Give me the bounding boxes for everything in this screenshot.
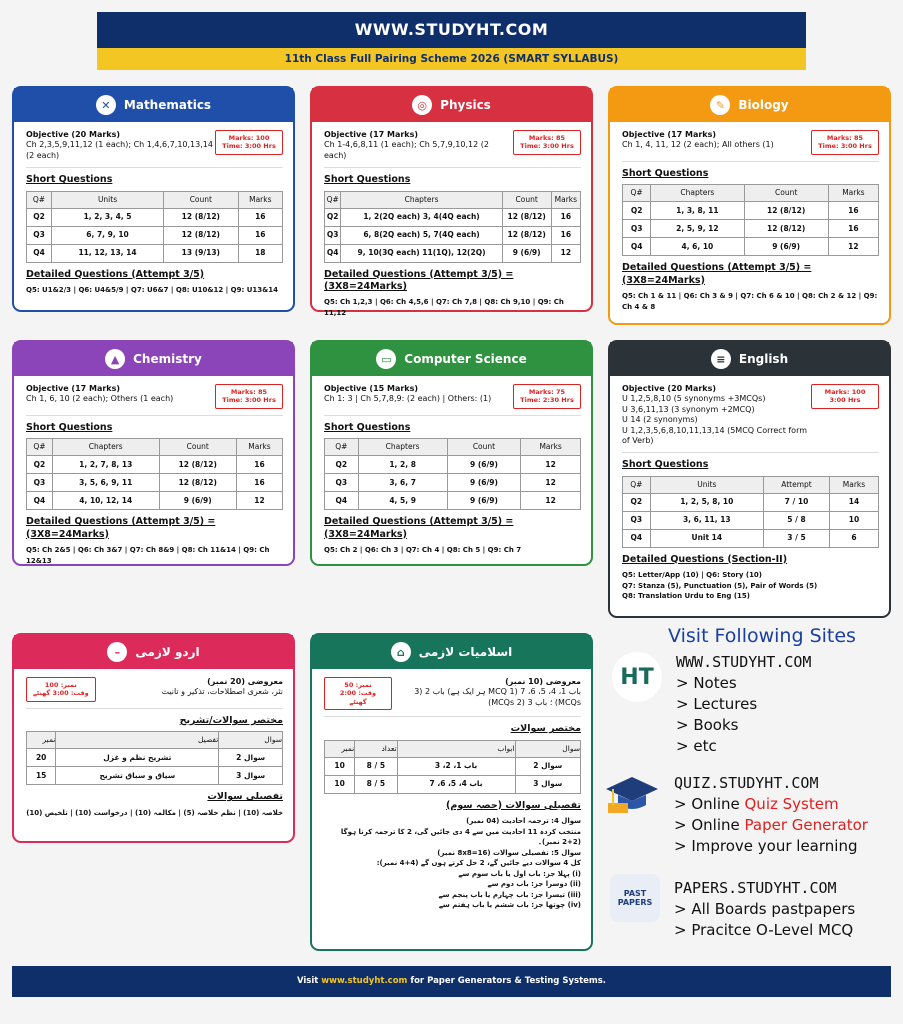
detail-text: Q5: U1&2/3 | Q6: U4&5/9 | Q7: U6&7 | Q8: U10&12 | Q9: U13&14	[26, 285, 278, 294]
detailed-questions-title: تفصیلی سوالات	[207, 791, 283, 803]
card-title: اردو لازمی	[135, 645, 200, 659]
table-row	[325, 208, 581, 226]
table-header-cell: سوال	[219, 732, 283, 749]
table-header-cell: Marks	[238, 191, 282, 208]
detail-text: Q5: Ch 1 & 11 | Q6: Ch 3 & 9 | Q7: Ch 6 & 10 | Q8: Ch 2 & 12 | Q9: Ch 4 & 8	[622, 292, 878, 311]
studyht-logo-icon: HT	[612, 652, 662, 702]
table-cell: 1, 2, 5, 8, 10	[650, 493, 763, 511]
card-math	[12, 86, 295, 312]
table-cell: Q3	[325, 474, 359, 492]
table-cell: باب 1، 2، 3	[397, 757, 515, 775]
table-cell: Q3	[27, 474, 53, 492]
table-header-cell: Units	[650, 476, 763, 493]
footer-bar: Visit www.studyht.com for Paper Generators & Testing Systems.	[12, 966, 891, 997]
site-item: > Books	[676, 716, 739, 734]
detailed-questions-title: تفصیلی سوالات (حصہ سوم)	[446, 799, 581, 811]
detail-line: Q7: Stanza (5), Punctuation (5), Pair of Words (5)	[622, 581, 818, 590]
table-cell: 12 (8/12)	[744, 202, 828, 220]
table-header-cell: Q#	[623, 476, 651, 493]
table-cell: Q2	[27, 456, 53, 474]
table-cell: 3, 5, 6, 9, 11	[52, 474, 159, 492]
site-item: > Pracitce O-Level MCQ	[674, 921, 854, 939]
monitor-icon: ▭	[376, 349, 396, 369]
table-cell: 16	[828, 220, 878, 238]
table-row	[623, 493, 879, 511]
objective-row	[622, 384, 879, 453]
table-cell: Q2	[325, 456, 359, 474]
card-body	[610, 376, 889, 608]
table-header-row	[27, 732, 283, 749]
header-banner	[97, 12, 806, 70]
table-header-cell: Attempt	[764, 476, 830, 493]
card-header	[312, 635, 591, 669]
table-cell: 12	[521, 456, 581, 474]
questions-table	[26, 731, 283, 785]
card-body	[312, 376, 591, 562]
card-body	[610, 122, 889, 318]
table-cell: 1, 2, 8	[358, 456, 447, 474]
objective-title: Objective (15 Marks)	[324, 384, 419, 393]
table-cell: Q2	[325, 208, 341, 226]
card-title: Chemistry	[133, 352, 202, 366]
table-cell: 9 (6/9)	[502, 244, 551, 262]
objective-text: Ch 1: 3 | Ch 5,7,8,9: (2 each) | Others: (1)	[324, 394, 492, 404]
objective-title: معروضی (20 نمبر)	[207, 677, 283, 686]
objective-title: Objective (20 Marks)	[622, 384, 717, 393]
table-header-cell: سوال	[515, 740, 580, 757]
table-cell: 15	[27, 767, 56, 785]
table-cell: سیاق و سباق تشریح	[56, 767, 219, 785]
detailed-questions-title: Detailed Questions (Attempt 3/5)	[26, 268, 205, 280]
objective-line: U 1,2,5,8,10 (5 synonyms +3MCQs)	[622, 394, 766, 404]
table-cell: 3, 6, 7	[358, 474, 447, 492]
table-header-cell: Chapters	[341, 191, 502, 208]
detail-line: سوال 4: ترجمہ احادیث (04 نمبر)	[466, 817, 581, 825]
table-header-cell: Chapters	[358, 439, 447, 456]
table-header-cell: Q#	[325, 191, 341, 208]
table-cell: Q4	[325, 492, 359, 510]
table-cell: 16	[828, 202, 878, 220]
table-row	[27, 244, 283, 262]
site-item: > Lectures	[676, 695, 758, 713]
card-header	[14, 635, 293, 669]
card-title: اسلامیات لازمی	[418, 645, 513, 659]
objective-text: Ch 1, 4, 11, 12 (2 each); All others (1)	[622, 140, 774, 150]
objective-text: نثر، شعری اصطلاحات، تذکیر و تانیث	[161, 687, 283, 697]
table-cell: Q4	[325, 244, 341, 262]
detail-text: Q5: Ch 2&5 | Q6: Ch 3&7 | Q7: Ch 8&9 | Q8: Ch 11&14 | Q9: Ch 12&13	[26, 546, 270, 565]
table-cell: 12 (8/12)	[164, 226, 239, 244]
short-questions-title: Short Questions	[324, 422, 411, 433]
table-row	[623, 238, 879, 256]
calculator-icon: ✕	[96, 95, 116, 115]
table-header-cell: Count	[447, 439, 521, 456]
site-domain[interactable]: QUIZ.STUDYHT.COM	[674, 774, 819, 792]
table-cell: 12 (8/12)	[744, 220, 828, 238]
card-body	[14, 122, 293, 301]
objective-line: U 3,6,11,13 (3 synonym +2MCQ)	[622, 404, 755, 414]
table-cell: 1, 2(2Q each) 3, 4(4Q each)	[341, 208, 502, 226]
questions-table	[324, 191, 581, 263]
table-cell: تشریح نظم و غزل	[56, 749, 219, 767]
card-body	[14, 669, 293, 824]
detailed-questions-title: Detailed Questions (Attempt 3/5) = (3X8=24Marks)	[324, 268, 514, 292]
table-cell: Q2	[623, 493, 651, 511]
site-item: > Online Quiz System	[674, 795, 839, 813]
questions-table	[26, 191, 283, 263]
table-header-row	[325, 439, 581, 456]
table-header-row	[623, 476, 879, 493]
table-cell: 1, 2, 3, 4, 5	[51, 208, 163, 226]
marks-badge: Marks: 100 3:00 Hrs	[811, 384, 879, 409]
marks-badge: نمبر: 100 وقت: 3:00 گھنٹے	[26, 677, 96, 702]
marks-badge: Marks: 85 Time: 3:00 Hrs	[215, 384, 283, 409]
table-cell: 9 (6/9)	[447, 492, 521, 510]
detail-line: (iii) تیسرا جز: باب چہارم یا باب پنجم سے	[438, 890, 581, 899]
card-chemistry	[12, 340, 295, 566]
detail-text: Q5: Ch 1,2,3 | Q6: Ch 4,5,6 | Q7: Ch 7,8 | Q8: Ch 9,10 | Q9: Ch 11,12	[324, 298, 564, 317]
table-row	[325, 226, 581, 244]
site-item: > All Boards pastpapers	[674, 900, 856, 918]
site-domain[interactable]: PAPERS.STUDYHT.COM	[674, 879, 837, 897]
sites-panel	[612, 625, 897, 647]
card-body	[312, 122, 591, 324]
atom-icon: ◎	[412, 95, 432, 115]
table-cell: 12	[236, 492, 282, 510]
card-english	[608, 340, 891, 618]
card-physics	[310, 86, 593, 317]
table-cell: 13 (9/13)	[164, 244, 239, 262]
table-cell: 12 (8/12)	[159, 474, 236, 492]
leaf-icon: ✎	[710, 95, 730, 115]
table-row	[325, 244, 581, 262]
past-papers-icon: PAST PAPERS	[610, 874, 660, 922]
card-body	[14, 376, 293, 572]
table-header-cell: Chapters	[651, 185, 744, 202]
table-cell: Q4	[623, 529, 651, 547]
table-header-cell: Count	[502, 191, 551, 208]
short-questions-title: Short Questions	[26, 422, 113, 433]
home-icon: ⌂	[391, 642, 411, 662]
site-studyht[interactable]	[676, 652, 811, 757]
table-cell: 16	[236, 474, 282, 492]
table-header-row	[27, 191, 283, 208]
objective-text: Ch 1, 6, 10 (2 each); Others (1 each)	[26, 394, 174, 404]
table-header-cell: Marks	[829, 476, 878, 493]
detail-line: Q5: Letter/App (10) | Q6: Story (10)	[622, 571, 763, 580]
table-cell: 9 (6/9)	[447, 474, 521, 492]
table-cell: Q4	[27, 244, 52, 262]
card-biology	[608, 86, 891, 325]
table-header-cell: Count	[164, 191, 239, 208]
short-questions-title: Short Questions	[26, 174, 113, 186]
objective-row	[622, 130, 879, 162]
marks-badge: نمبر: 50 وقت: 2:00 گھنٹے	[324, 677, 392, 710]
objective-row	[324, 384, 581, 416]
table-cell: 9, 10(3Q each) 11(1Q), 12(2Q)	[341, 244, 502, 262]
table-cell: 12 (8/12)	[502, 226, 551, 244]
card-header	[312, 88, 591, 122]
table-cell: Q3	[27, 226, 52, 244]
table-cell: 5 / 8	[764, 511, 830, 529]
table-cell: 5 / 8	[355, 757, 397, 775]
table-cell: Q4	[623, 238, 651, 256]
table-row	[27, 749, 283, 767]
objective-title: معروضی (10 نمبر)	[505, 677, 581, 686]
flask-icon: ▲	[105, 349, 125, 369]
minus-circle-icon: –	[107, 642, 127, 662]
card-urdu	[12, 633, 295, 843]
table-cell: 3, 6, 11, 13	[650, 511, 763, 529]
table-header-cell: تعداد	[355, 740, 397, 757]
table-cell: 10	[829, 511, 878, 529]
table-header-cell: تفصیل	[56, 732, 219, 749]
table-cell: 4, 5, 9	[358, 492, 447, 510]
card-body	[312, 669, 591, 917]
detailed-questions-title: Detailed Questions (Attempt 3/5) = (3X8=24Marks)	[26, 516, 216, 540]
table-cell: 9 (6/9)	[744, 238, 828, 256]
table-row	[623, 511, 879, 529]
card-header	[610, 88, 889, 122]
table-header-cell: Q#	[325, 439, 359, 456]
table-cell: Q3	[623, 511, 651, 529]
page-subtitle: 11th Class Full Pairing Scheme 2026 (SMART SYLLABUS)	[97, 48, 806, 70]
table-cell: 14	[829, 493, 878, 511]
objective-row	[324, 130, 581, 168]
detail-line: (ii) دوسرا جز: باب دوم سے	[487, 880, 581, 888]
table-cell: 16	[236, 456, 282, 474]
site-item: > Improve your learning	[674, 837, 858, 855]
card-title: Computer Science	[404, 352, 527, 366]
table-cell: 4, 10, 12, 14	[52, 492, 159, 510]
table-cell: 4, 6, 10	[651, 238, 744, 256]
short-questions-title: Short Questions	[324, 174, 411, 186]
table-cell: Q2	[27, 208, 52, 226]
table-row	[325, 474, 581, 492]
table-cell: Q2	[623, 202, 651, 220]
table-header-cell: Marks	[551, 191, 580, 208]
detail-text: Q5: Ch 2 | Q6: Ch 3 | Q7: Ch 4 | Q8: Ch 5 | Q9: Ch 7	[324, 546, 522, 555]
table-header-cell: Q#	[27, 191, 52, 208]
table-cell: 12 (8/12)	[502, 208, 551, 226]
table-row	[623, 220, 879, 238]
table-header-row	[325, 740, 581, 757]
table-header-row	[325, 191, 581, 208]
table-row	[27, 226, 283, 244]
marks-badge: Marks: 85 Time: 3:00 Hrs	[513, 130, 581, 155]
table-cell: 10	[325, 757, 355, 775]
marks-badge: Marks: 100 Time: 3:00 Hrs	[215, 130, 283, 155]
card-title: English	[738, 352, 789, 366]
objective-title: Objective (17 Marks)	[622, 130, 717, 139]
detail-line: (iv) چوتھا جز: باب ششم یا باب ہفتم سے	[438, 901, 581, 909]
questions-table	[324, 438, 581, 510]
footer-link[interactable]: www.studyht.com	[321, 976, 408, 986]
table-header-cell: نمبر	[27, 732, 56, 749]
table-header-cell: نمبر	[325, 740, 355, 757]
table-header-cell: Marks	[828, 185, 878, 202]
table-cell: 9 (6/9)	[447, 456, 521, 474]
document-icon: ≡	[711, 349, 731, 369]
table-header-cell: Count	[159, 439, 236, 456]
detailed-questions-title: Detailed Questions (Attempt 3/5) = (3X8=24Marks)	[324, 516, 514, 540]
table-cell: 18	[238, 244, 282, 262]
card-header	[610, 342, 889, 376]
table-cell: 2, 5, 9, 12	[651, 220, 744, 238]
table-cell: 12 (8/12)	[159, 456, 236, 474]
card-title: Mathematics	[123, 98, 212, 112]
table-cell: 11, 12, 13, 14	[51, 244, 163, 262]
objective-text: Ch 1-4,6,8,11 (1 each); Ch 5,7,9,10,12 (2 each)	[324, 140, 489, 160]
table-header-cell: Units	[51, 191, 163, 208]
table-header-row	[623, 185, 879, 202]
site-quiz[interactable]	[674, 773, 868, 857]
short-questions-title: مختصر سوالات/تشریح	[179, 715, 283, 726]
table-cell: 16	[238, 226, 282, 244]
table-cell: 9 (6/9)	[159, 492, 236, 510]
table-header-cell: Count	[744, 185, 828, 202]
detailed-questions-title: Detailed Questions (Section-II)	[622, 553, 788, 565]
table-cell: Q4	[27, 492, 53, 510]
table-cell: سوال 3	[515, 775, 580, 793]
table-header-cell: Chapters	[52, 439, 159, 456]
table-cell: 6	[829, 529, 878, 547]
marks-badge: Marks: 75 Time: 2:30 Hrs	[513, 384, 581, 409]
card-title: Physics	[440, 98, 491, 112]
table-cell: Q3	[325, 226, 341, 244]
table-cell: 3 / 5	[764, 529, 830, 547]
objective-text: باب 1، 4، 5، 6، 7 (1 MCQ ہر ایک ہے) باب 2 (3 MCQs) ؛ باب 3 (2 MCQs)	[414, 687, 581, 707]
table-cell: 20	[27, 749, 56, 767]
sites-title: Visit Following Sites	[668, 625, 856, 647]
table-header-cell: Q#	[27, 439, 53, 456]
table-cell: 12	[828, 238, 878, 256]
detail-line: کل 4 سوالات دیے جائیں گے، 2 حل کرنے ہوں گے (4+4 نمبر):	[376, 859, 581, 867]
site-item: > etc	[676, 737, 717, 755]
objective-row	[324, 677, 581, 717]
card-islamiat	[310, 633, 593, 951]
table-cell: 6, 8(2Q each) 5, 7(4Q each)	[341, 226, 502, 244]
table-row	[27, 492, 283, 510]
objective-text: Ch 2,3,5,9,11,12 (1 each); Ch 1,4,6,7,10,13,14 (2 each)	[26, 140, 213, 160]
table-cell: 7 / 10	[764, 493, 830, 511]
table-cell: 12 (8/12)	[164, 208, 239, 226]
detail-line: (i) پہلا جز: باب اول یا باب سوم سے	[458, 869, 581, 878]
table-row	[623, 529, 879, 547]
table-row	[27, 456, 283, 474]
table-header-cell: Marks	[236, 439, 282, 456]
objective-line: U 1,2,3,5,6,8,10,11,13,14 (5MCQ Correct form of Verb)	[622, 425, 808, 445]
table-cell: 6, 7, 9, 10	[51, 226, 163, 244]
site-papers[interactable]	[674, 878, 855, 941]
table-cell: Q3	[623, 220, 651, 238]
table-row	[325, 456, 581, 474]
short-questions-title: Short Questions	[622, 168, 709, 179]
table-header-cell: Q#	[623, 185, 651, 202]
table-cell: 12	[521, 474, 581, 492]
table-cell: 16	[551, 226, 580, 244]
detailed-questions-title: Detailed Questions (Attempt 3/5) = (3X8=24Marks)	[622, 262, 812, 286]
questions-table	[26, 438, 283, 510]
table-cell: 12	[551, 244, 580, 262]
card-header	[14, 88, 293, 122]
objective-row	[26, 677, 283, 709]
table-cell: باب 4، 5، 6، 7	[397, 775, 515, 793]
detail-line: Q8: Translation Urdu to Eng (15)	[622, 592, 750, 601]
table-cell: 16	[238, 208, 282, 226]
objective-title: Objective (20 Marks)	[26, 130, 121, 139]
table-cell: سوال 2	[219, 749, 283, 767]
table-header-cell: Marks	[521, 439, 581, 456]
objective-title: Objective (17 Marks)	[324, 130, 419, 139]
short-questions-title: Short Questions	[622, 459, 709, 471]
table-row	[325, 757, 581, 775]
table-cell: 10	[325, 775, 355, 793]
detail-line: سوال 5: تفصیلی سوالات (16=8x8 نمبر)	[437, 848, 581, 857]
card-cs	[310, 340, 593, 566]
graduation-cap-icon	[604, 773, 660, 819]
site-item: > Notes	[676, 674, 737, 692]
site-title: WWW.STUDYHT.COM	[97, 12, 806, 48]
detail-line: منتخب کردہ 11 احادیث میں سے 4 دی جائیں گی، 2 کا ترجمہ کرنا ہوگا (2+2 نمبر)۔	[340, 827, 581, 846]
objective-title: Objective (17 Marks)	[26, 384, 121, 393]
table-cell: Unit 14	[650, 529, 763, 547]
short-questions-title: مختصر سوالات	[510, 723, 581, 735]
table-cell: 1, 2, 7, 8, 13	[52, 456, 159, 474]
table-row	[325, 775, 581, 793]
questions-table	[324, 740, 581, 794]
table-cell: سوال 3	[219, 767, 283, 785]
questions-table	[622, 476, 879, 548]
objective-row	[26, 384, 283, 416]
table-cell: 1, 3, 8, 11	[651, 202, 744, 220]
site-domain[interactable]: WWW.STUDYHT.COM	[676, 653, 812, 671]
table-header-cell: ابواب	[397, 740, 515, 757]
objective-row	[26, 130, 283, 168]
questions-table	[622, 184, 879, 256]
objective-line: U 14 (2 synonyms)	[622, 415, 698, 425]
table-row	[27, 474, 283, 492]
table-row	[325, 492, 581, 510]
table-row	[27, 767, 283, 785]
card-header	[14, 342, 293, 376]
detail-text: خلاصہ (10) | نظم خلاصہ (5) | مکالمہ (10) | درخواست (10) | تلخیص (10)	[26, 808, 283, 817]
marks-badge: Marks: 85 Time: 3:00 Hrs	[811, 130, 879, 155]
site-item: > Online Paper Generator	[674, 816, 868, 834]
table-cell: 12	[521, 492, 581, 510]
table-cell: 5 / 8	[355, 775, 397, 793]
table-cell: 16	[551, 208, 580, 226]
table-row	[623, 202, 879, 220]
card-header	[312, 342, 591, 376]
table-header-row	[27, 439, 283, 456]
table-row	[27, 208, 283, 226]
table-cell: سوال 2	[515, 757, 580, 775]
card-title: Biology	[738, 98, 789, 112]
